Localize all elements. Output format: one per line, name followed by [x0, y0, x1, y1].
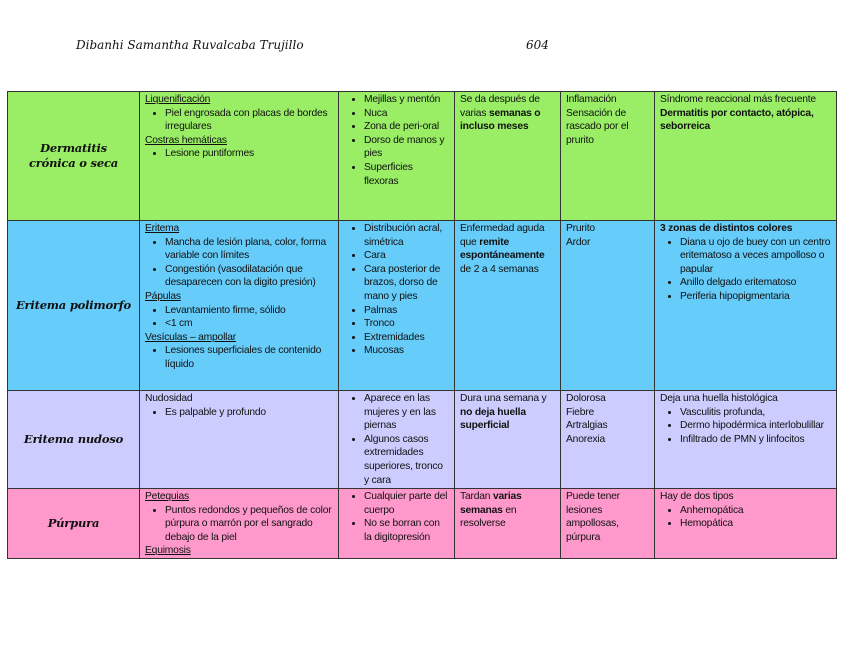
symptom: Artralgias: [566, 420, 608, 432]
list-item: • Distribución acral, simétrica: [364, 222, 449, 249]
location-cell: [339, 92, 455, 221]
notes-cell: [655, 489, 837, 559]
skin-lesions-table: [7, 91, 837, 559]
symptoms-cell: [561, 221, 655, 391]
lesion-heading: Nudosidad: [145, 393, 193, 404]
condition-name-cell: [8, 92, 140, 221]
author-name: Dibanhi Samantha Ruvalcaba Trujillo: [76, 38, 304, 52]
list-item: • Lesione puntiformes: [165, 147, 333, 161]
page-header: [0, 38, 848, 56]
list-item: • <1 cm: [165, 317, 333, 331]
table-row-eritema-nudoso: [8, 391, 837, 489]
list-item: • Nuca: [364, 107, 449, 121]
evolution-text: Se da después de varias: [460, 94, 540, 119]
evolution-text: de 2 a 4 semanas: [460, 263, 539, 275]
evolution-emphasis: remite espontáneamente: [460, 236, 545, 262]
evolution-emphasis: semanas o incluso meses: [460, 107, 541, 133]
list-item: • Diana u ojo de buey con un centro eritematoso a veces ampolloso o papular: [680, 236, 831, 277]
condition-name-cell: [8, 489, 140, 559]
list-item: • Mejillas y mentón: [364, 93, 449, 107]
symptom: Dolorosa: [566, 393, 606, 404]
list-item: • Zona de peri-oral: [364, 120, 449, 134]
list-item: • Extremidades: [364, 331, 449, 345]
list-item: • Cara posterior de brazos, dorso de mano y pies: [364, 263, 449, 304]
notes-title: 3 zonas de distintos colores: [660, 223, 793, 234]
lesion-heading: Equimosis: [145, 545, 191, 557]
list-item: • Congestión (vasodilatación que desaparecen con la digito presión): [165, 263, 333, 290]
condition-name: Eritema polimorfo: [15, 298, 131, 312]
evolution-emphasis: varias semanas: [460, 491, 522, 516]
list-item: • Tronco: [364, 317, 449, 331]
lesion-heading: Pápulas: [145, 290, 181, 302]
notes-emphasis: Dermatitis por contacto, atópica, seborreica: [660, 107, 814, 133]
location-cell: [339, 391, 455, 489]
list-item: • Mucosas: [364, 344, 449, 358]
evolution-cell: [455, 221, 561, 391]
lesion-heading: Liquenificación: [145, 94, 211, 105]
lesion-cell: [140, 92, 339, 221]
notes-cell: [655, 391, 837, 489]
table-row-purpura: [8, 489, 837, 559]
list-item: • Periferia hipopigmentaria: [680, 290, 831, 304]
lesion-heading: Costras hemáticas: [145, 134, 227, 146]
symptoms-cell: [561, 391, 655, 489]
evolution-text: Tardan: [460, 491, 491, 502]
condition-name: crónica o seca: [28, 156, 119, 170]
lesion-heading: Petequias: [145, 491, 189, 502]
list-item: • Lesiones superficiales de contenido líquido: [165, 344, 333, 371]
list-item: • Dorso de manos y pies: [364, 134, 449, 161]
list-item: • Anillo delgado eritematoso: [680, 276, 831, 290]
table-row-eritema-polimorfo: [8, 221, 837, 391]
condition-name: Eritema nudoso: [23, 432, 124, 446]
lesion-cell: [140, 489, 339, 559]
condition-name-cell: [8, 391, 140, 489]
evolution-cell: [455, 489, 561, 559]
lesion-heading: Eritema: [145, 223, 180, 234]
condition-name: Dermatitis: [40, 141, 107, 155]
list-item: • Palmas: [364, 304, 449, 318]
list-item: • Mancha de lesión plana, color, forma variable con límites: [165, 236, 333, 263]
list-item: • Anhemopática: [680, 504, 831, 518]
list-item: • Puntos redondos y pequeños de color púrpura o marrón por el sangrado debajo de la piel: [165, 504, 333, 545]
table-row-dermatitis: [8, 92, 837, 221]
list-item: • Infiltrado de PMN y linfocitos: [680, 433, 831, 447]
symptom: Ardor: [566, 236, 591, 248]
symptom: Anorexia: [566, 433, 606, 445]
list-item: • Es palpable y profundo: [165, 406, 333, 420]
list-item: • Levantamiento firme, sólido: [165, 304, 333, 318]
list-item: • Hemopática: [680, 517, 831, 531]
lesion-heading: Vesículas – ampollar: [145, 331, 237, 343]
condition-name-cell: [8, 221, 140, 391]
evolution-emphasis: no deja huella superficial: [460, 406, 526, 432]
condition-name: Púrpura: [47, 516, 100, 530]
list-item: • Algunos casos extremidades superiores, tronco y cara: [364, 433, 449, 487]
page-number: 604: [526, 38, 549, 52]
list-item: • Piel engrosada con placas de bordes irregulares: [165, 107, 333, 134]
evolution-text: Dura una semana y: [460, 393, 547, 404]
notes-cell: [655, 92, 837, 221]
lesion-cell: [140, 391, 339, 489]
list-item: • Vasculitis profunda,: [680, 406, 831, 420]
location-cell: [339, 489, 455, 559]
notes-title: Hay de dos tipos: [660, 491, 734, 502]
evolution-cell: [455, 92, 561, 221]
list-item: • Cualquier parte del cuerpo: [364, 490, 449, 517]
symptom: Puede tener lesiones ampollosas, púrpura: [566, 491, 620, 543]
symptom: Prurito: [566, 223, 595, 234]
notes-title: Deja una huella histológica: [660, 393, 778, 404]
symptom: Fiebre: [566, 406, 594, 418]
symptom: Inflamación: [566, 94, 617, 105]
evolution-text: en resolverse: [460, 504, 517, 530]
symptoms-cell: [561, 92, 655, 221]
location-cell: [339, 221, 455, 391]
evolution-cell: [455, 391, 561, 489]
list-item: • Cara: [364, 249, 449, 263]
list-item: • Aparece en las mujeres y en las piernas: [364, 392, 449, 433]
notes-cell: [655, 221, 837, 391]
evolution-text: Enfermedad aguda que: [460, 223, 545, 248]
symptoms-cell: [561, 489, 655, 559]
notes-text: Síndrome reaccional más frecuente: [660, 94, 816, 105]
lesion-cell: [140, 221, 339, 391]
symptom: Sensación de rascado por el prurito: [566, 107, 629, 146]
list-item: • No se borran con la digitopresión: [364, 517, 449, 544]
list-item: • Superficies flexoras: [364, 161, 449, 188]
list-item: • Dermo hipodérmica interlobulillar: [680, 419, 831, 433]
